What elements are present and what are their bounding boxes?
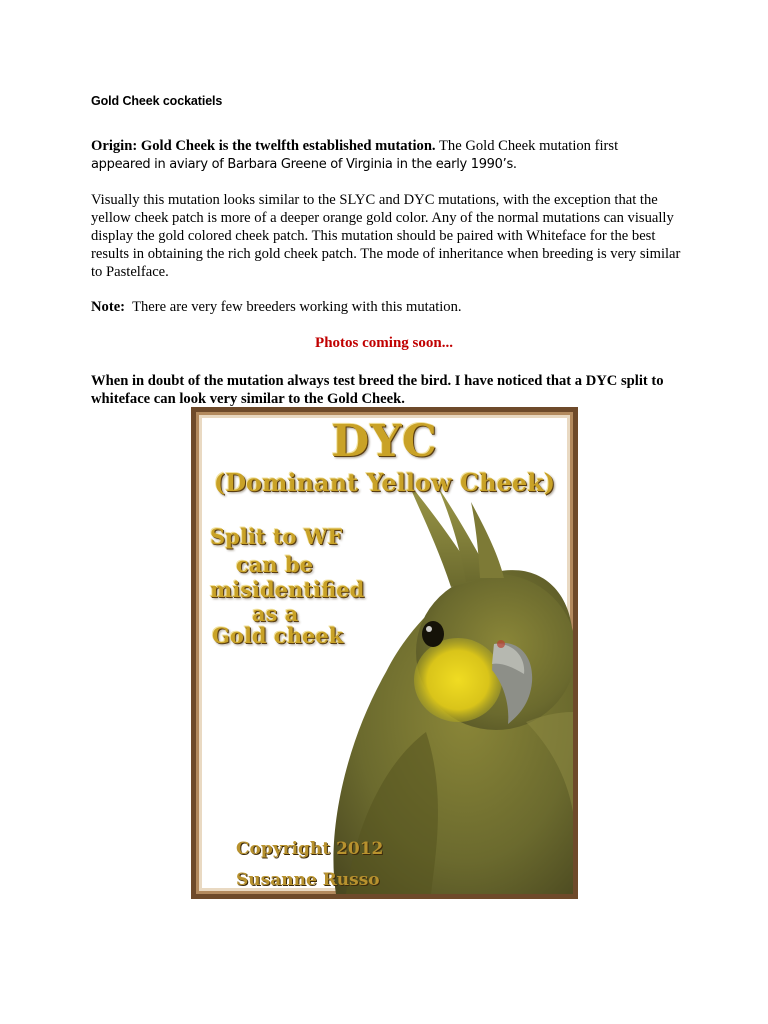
poster-caption-line: Split to WF	[210, 524, 343, 549]
visual-paragraph: Visually this mutation looks similar to the SLYC and DYC mutations, with the exception that the yellow cheek patch is more of a deeper orange gold color. Any of the normal mutations can visually display the gold colored cheek patch. This mutation should be paired with Whiteface for the best results in obtaining the rich gold cheek patch. The mode of inheritance when breeding is very similar to Pastelface.	[91, 192, 681, 280]
page-title: Gold Cheek cockatiels	[91, 94, 223, 108]
doubt-paragraph: When in doubt of the mutation always test breed the bird. I have noticed that a DYC split to whiteface can look very similar to the Gold Cheek.	[91, 373, 664, 407]
poster-subtitle: (Dominant Yellow Cheek)	[213, 468, 556, 497]
note-text: There are very few breeders working with this mutation.	[125, 299, 462, 315]
origin-lead: Origin: Gold Cheek is the twelfth established mutation.	[91, 138, 436, 154]
origin-text-1: The Gold Cheek mutation first	[435, 138, 619, 154]
dyc-poster-image	[191, 407, 578, 899]
poster-caption-line: Gold cheek	[212, 623, 344, 648]
poster-author: Susanne Russo	[236, 870, 380, 890]
poster-caption-line: misidentified	[210, 577, 365, 602]
note-paragraph	[91, 298, 691, 316]
poster-title: DYC	[331, 416, 438, 467]
poster-caption-line: as a	[252, 601, 299, 626]
poster-copyright: Copyright 2012	[236, 839, 384, 859]
origin-paragraph	[91, 137, 691, 174]
note-label: Note:	[91, 299, 126, 315]
poster-caption-line: can be	[236, 552, 314, 577]
photos-coming-notice: Photos coming soon...	[315, 335, 453, 351]
origin-text-2: appeared in aviary of Barbara Greene of Virginia in the early 1990’s.	[91, 157, 517, 172]
